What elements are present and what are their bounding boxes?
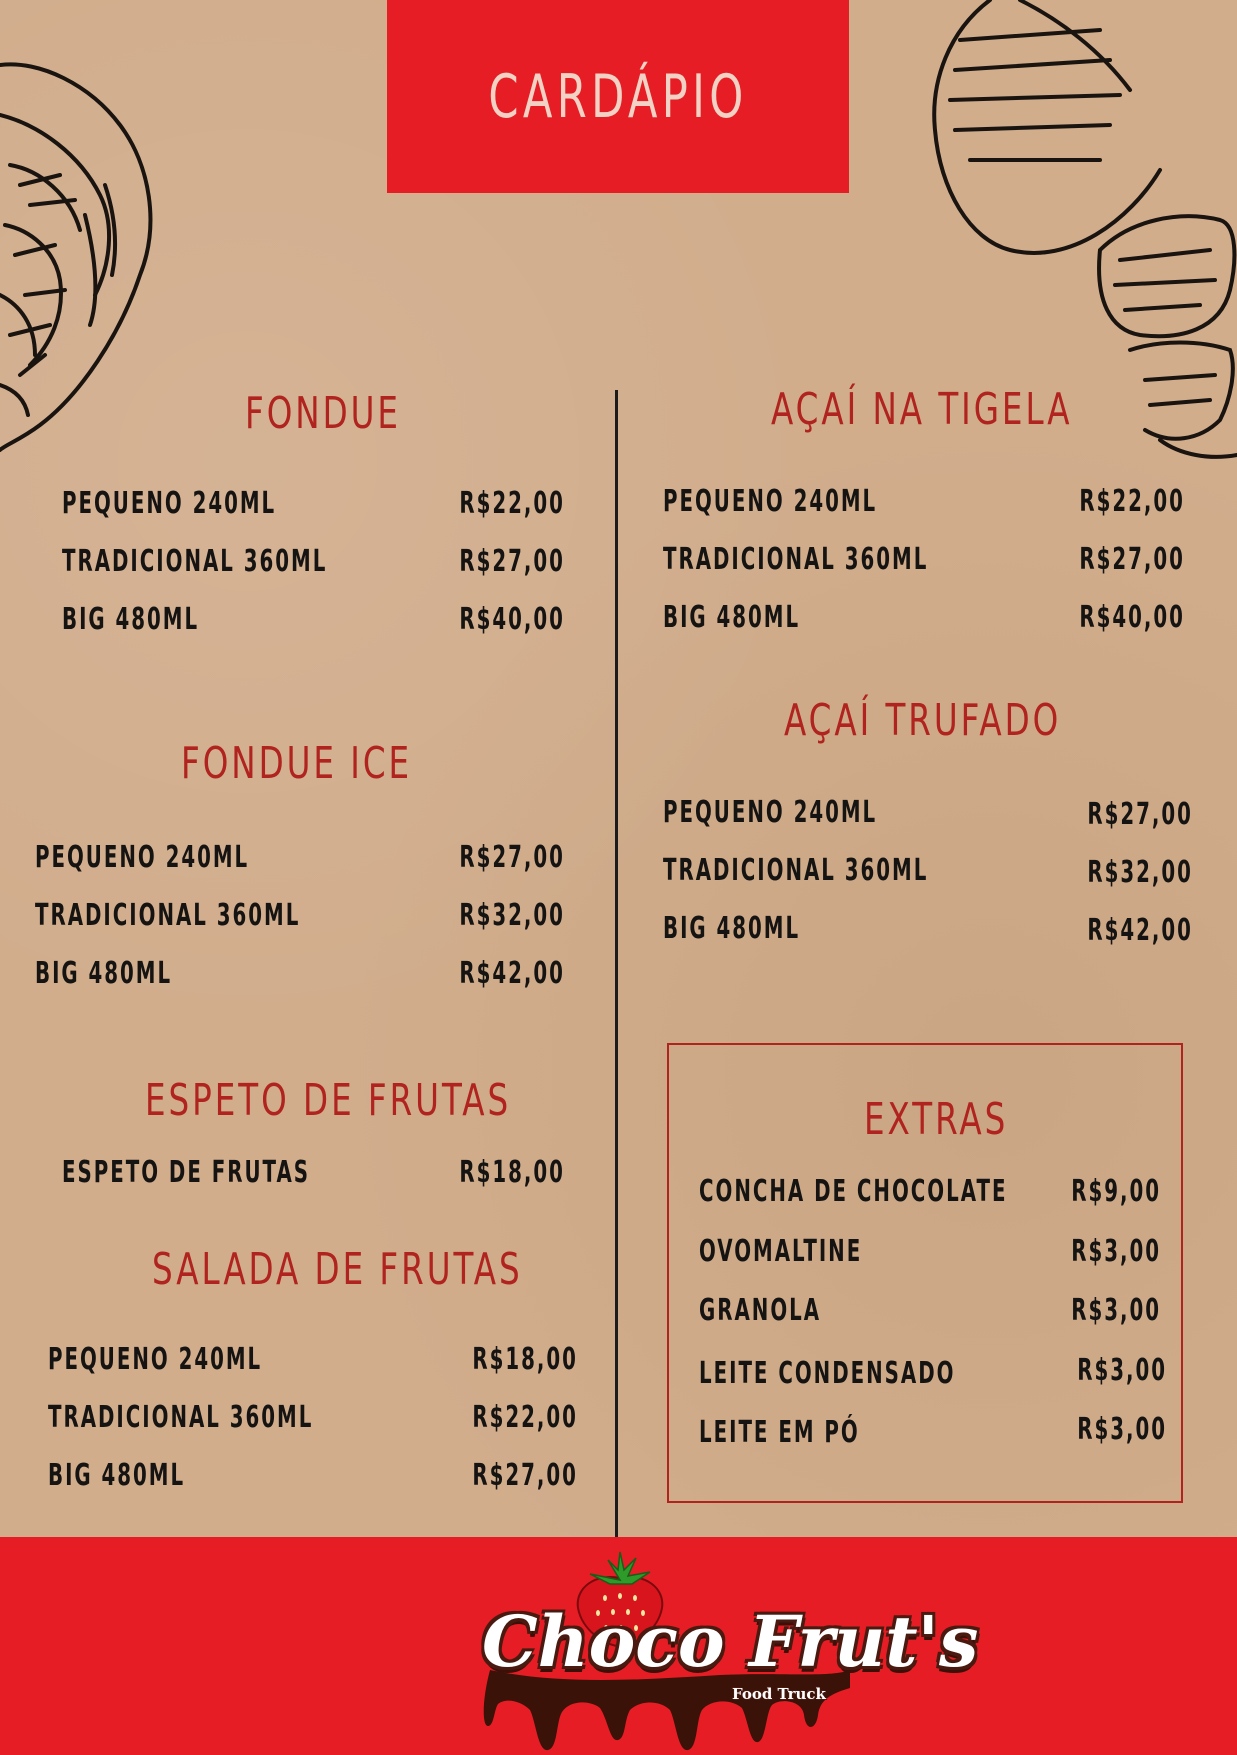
- menu-item-price: R$22,00: [459, 486, 565, 521]
- menu-item-name: BIG 480ML: [48, 1458, 186, 1493]
- menu-item-price: R$3,00: [1077, 1412, 1167, 1447]
- section-title-espeto: ESPETO DE FRUTAS: [145, 1075, 512, 1126]
- menu-item-name: LEITE CONDENSADO: [699, 1356, 956, 1391]
- menu-item-price: R$27,00: [1087, 797, 1193, 832]
- menu-item-price: R$18,00: [459, 1155, 565, 1190]
- menu-item-price: R$32,00: [1087, 855, 1193, 890]
- menu-item-price: R$42,00: [459, 956, 565, 991]
- menu-item-name: BIG 480ML: [35, 956, 173, 991]
- menu-item-price: R$32,00: [459, 898, 565, 933]
- menu-item-name: CONCHA DE CHOCOLATE: [699, 1174, 1008, 1209]
- menu-item-price: R$27,00: [472, 1458, 578, 1493]
- header-banner: [387, 0, 849, 193]
- menu-item-name: PEQUENO 240ML: [35, 840, 250, 875]
- menu-item-price: R$22,00: [1079, 484, 1185, 519]
- menu-item-name: PEQUENO 240ML: [48, 1342, 263, 1377]
- section-title-acai-trufado: AÇAÍ TRUFADO: [784, 695, 1062, 746]
- section-title-fondue: FONDUE: [245, 388, 401, 439]
- menu-item-price: R$18,00: [472, 1342, 578, 1377]
- section-title-acai-tigela: AÇAÍ NA TIGELA: [771, 384, 1073, 435]
- page-title: CARDÁPIO: [488, 61, 748, 132]
- menu-item-price: R$40,00: [459, 602, 565, 637]
- brand-logo-name: Choco Frut's: [482, 1600, 979, 1683]
- brand-logo-subtitle: Food Truck: [732, 1685, 826, 1703]
- menu-item-price: R$42,00: [1087, 913, 1193, 948]
- menu-item-name: BIG 480ML: [663, 911, 801, 946]
- menu-item-name: TRADICIONAL 360ML: [663, 542, 929, 577]
- menu-item-name: BIG 480ML: [663, 600, 801, 635]
- menu-item-price: R$9,00: [1071, 1174, 1161, 1209]
- menu-item-name: LEITE EM PÓ: [699, 1415, 860, 1450]
- menu-item-name: TRADICIONAL 360ML: [62, 544, 328, 579]
- menu-item-price: R$40,00: [1079, 600, 1185, 635]
- menu-item-name: GRANOLA: [699, 1293, 822, 1328]
- menu-item-price: R$27,00: [1079, 542, 1185, 577]
- menu-item-price: R$27,00: [459, 544, 565, 579]
- menu-item-name: PEQUENO 240ML: [62, 486, 277, 521]
- column-divider: [615, 390, 618, 1537]
- menu-item-price: R$3,00: [1077, 1353, 1167, 1388]
- menu-item-name: PEQUENO 240ML: [663, 795, 878, 830]
- section-title-fondue-ice: FONDUE ICE: [181, 738, 413, 789]
- menu-item-name: OVOMALTINE: [699, 1234, 863, 1269]
- menu-item-price: R$3,00: [1071, 1293, 1161, 1328]
- menu-item-name: TRADICIONAL 360ML: [663, 853, 929, 888]
- menu-item-price: R$22,00: [472, 1400, 578, 1435]
- section-title-salada: SALADA DE FRUTAS: [152, 1244, 523, 1295]
- menu-item-name: BIG 480ML: [62, 602, 200, 637]
- menu-item-price: R$3,00: [1071, 1234, 1161, 1269]
- section-title-extras: EXTRAS: [864, 1094, 1009, 1145]
- menu-item-name: TRADICIONAL 360ML: [48, 1400, 314, 1435]
- menu-item-name: TRADICIONAL 360ML: [35, 898, 301, 933]
- menu-item-price: R$27,00: [459, 840, 565, 875]
- menu-item-name: PEQUENO 240ML: [663, 484, 878, 519]
- fruit-sketch-left-icon: [0, 55, 160, 465]
- menu-item-name: ESPETO DE FRUTAS: [62, 1155, 310, 1190]
